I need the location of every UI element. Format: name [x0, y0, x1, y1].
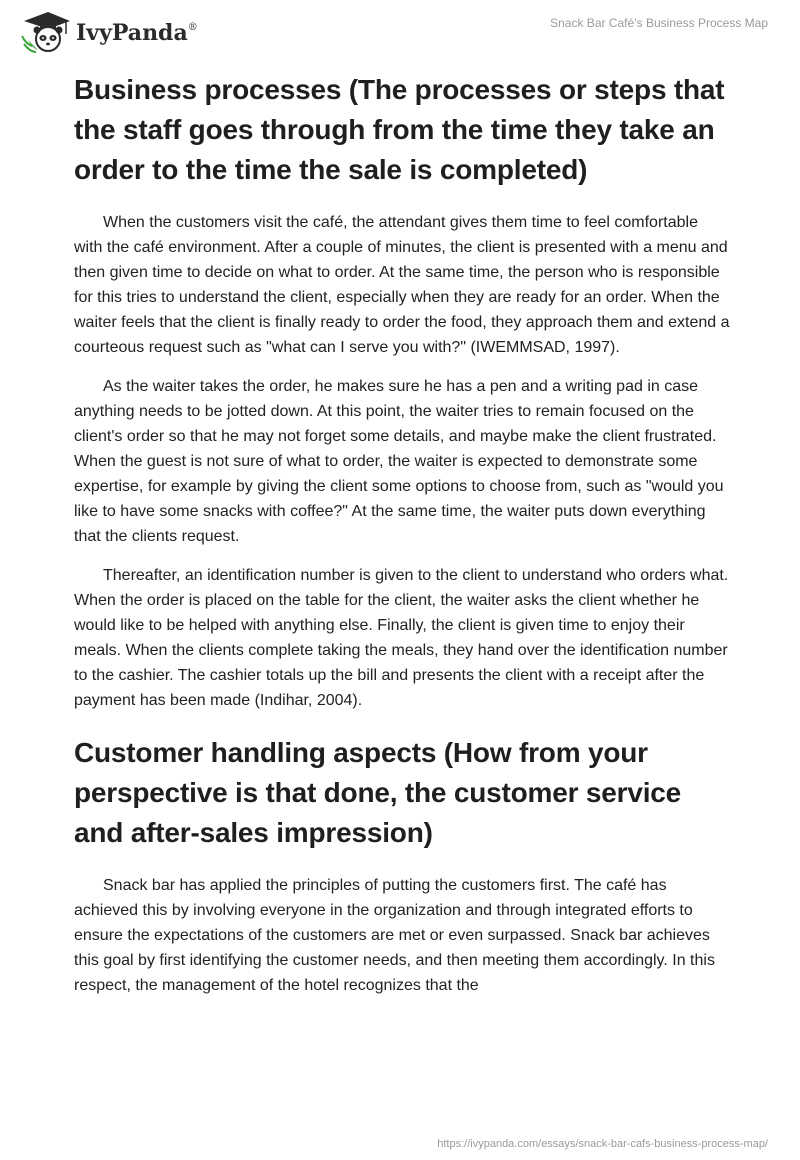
- document-title: Snack Bar Café’s Business Process Map: [550, 16, 768, 30]
- logo-text: IvyPanda: [76, 20, 188, 46]
- paragraph: As the waiter takes the order, he makes sure he has a pen and a writing pad in case anything needs to be jotted down. At this point, the waiter tries to remain focused on the client's order so that he may not forget some details, and maybe make the client frustrated. When the guest is not sure of what to order, the waiter is expected to demonstrate some expertise, for example by giving the client some options to choose from, such as "would you like to have some snacks with coffee?" At the same time, the waiter puts down everything that the clients request.: [74, 378, 724, 545]
- panda-graduate-icon: [18, 10, 74, 54]
- section-heading-business-processes: Business processes (The processes or steps that the staff goes through from the time they take an order to the time the sale is completed): [74, 74, 725, 185]
- essay-content: [74, 70, 730, 998]
- registered-mark: ®: [187, 22, 198, 33]
- section-heading-customer-handling: Customer handling aspects (How from your perspective is that done, the customer service and after-sales impression): [74, 737, 682, 848]
- logo-wordmark: [76, 20, 198, 46]
- paragraph: When the customers visit the café, the attendant gives them time to feel comfortable with the café environment. After a couple of minutes, the client is presented with a menu and then given time to decide on what to order. At the same time, the person who is responsible for this tries to understand the client, especially when they are ready for an order. When the waiter feels that the client is finally ready to order the food, they approach them and extend a courteous request such as "what can I serve you with?" (IWEMMSAD, 1997).: [74, 214, 730, 356]
- paragraph: Thereafter, an identification number is given to the client to understand who orders what. When the order is placed on the table for the client, the waiter asks the client whether he would like to be helped with anything else. Finally, the client is given time to enjoy their meals. When the clients complete taking the meals, they hand over the identification number to the cashier. The cashier totals up the bill and presents the client with a receipt after the payment has been made (Indihar, 2004).: [74, 567, 729, 709]
- paragraph: Snack bar has applied the principles of putting the customers first. The café has achieved this by involving everyone in the organization and through integrated efforts to ensure the expectations of the customers are met or even surpassed. Snack bar achieves this goal by first identifying the customer needs, and then meeting them accordingly. In this respect, the management of the hotel recognizes that the: [74, 877, 715, 994]
- ivypanda-logo[interactable]: [18, 10, 198, 54]
- source-url-link[interactable]: https://ivypanda.com/essays/snack-bar-cafs-business-process-map/: [437, 1138, 768, 1150]
